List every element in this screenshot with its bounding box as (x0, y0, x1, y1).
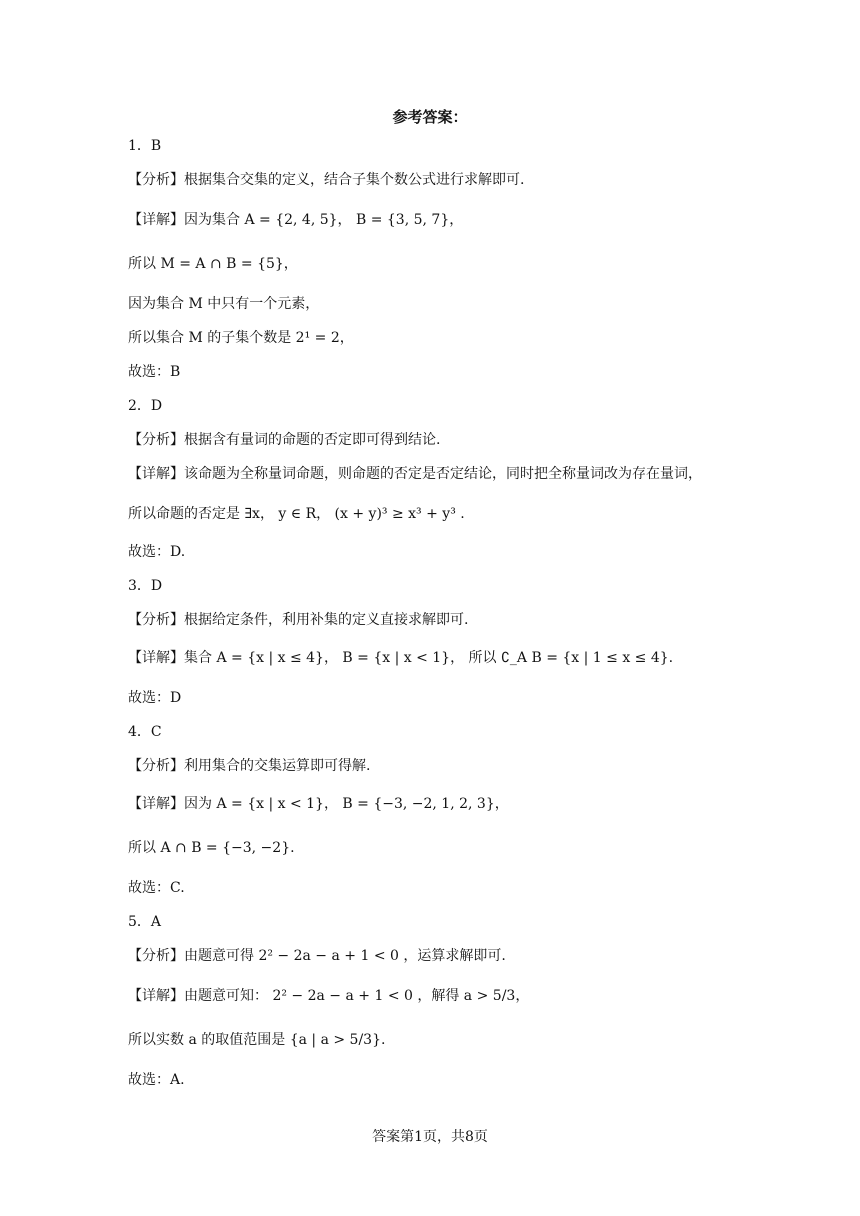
text-line: 【分析】利用集合的交集运算即可得解. (128, 758, 371, 774)
text-line: 【详解】该命题为全称量词命题，则命题的否定是否定结论，同时把全称量词改为存在量词， (128, 466, 702, 482)
text-line: 2．D (128, 398, 163, 414)
text-line: 所以 A ∩ B = {−3, −2}. (128, 840, 295, 856)
text-line: 【分析】根据集合交集的定义，结合子集个数公式进行求解即可. (128, 172, 525, 188)
text-line: 【详解】集合 A = {x | x ≤ 4}， B = {x | x < 1}， 所以 ∁_A B = {x | 1 ≤ x ≤ 4}. (128, 650, 674, 666)
text-line: 故选：C. (128, 880, 185, 896)
text-line: 4．C (128, 724, 162, 740)
text-line: 故选：D. (128, 544, 186, 560)
text-line: 【分析】根据给定条件，利用补集的定义直接求解即可. (128, 612, 469, 628)
text-line: 故选：D (128, 690, 182, 706)
page-title: 参考答案： (392, 108, 468, 126)
text-line: 【详解】因为 A = {x | x < 1}， B = {−3, −2, 1, 2, 3}， (128, 796, 509, 812)
text-line: 3．D (128, 578, 163, 594)
page-footer: 答案第1页，共8页 (372, 1129, 488, 1145)
text-line: 所以 M = A ∩ B = {5}， (128, 256, 298, 272)
text-line: 所以集合 M 的子集个数是 2¹ = 2， (128, 330, 354, 346)
text-line: 因为集合 M 中只有一个元素， (128, 296, 320, 312)
text-line: 【详解】由题意可知： 2² − 2a − a + 1 < 0 ，解得 a > 5/3， (128, 988, 530, 1004)
text-line: 【分析】由题意可得 2² − 2a − a + 1 < 0 ，运算求解即可. (128, 948, 506, 964)
text-line: 1．B (128, 138, 162, 154)
text-line: 所以实数 a 的取值范围是 {a | a > 5/3}. (128, 1032, 386, 1048)
text-line: 故选：B (128, 364, 181, 380)
text-line: 故选：A. (128, 1072, 185, 1088)
text-line: 【分析】根据含有量词的命题的否定即可得到结论. (128, 432, 441, 448)
text-line: 【详解】因为集合 A = {2, 4, 5}， B = {3, 5, 7}， (128, 212, 464, 228)
text-line: 所以命题的否定是 ∃x， y ∈ R， (x + y)³ ≥ x³ + y³ . (128, 506, 465, 522)
text-line: 5．A (128, 914, 162, 930)
